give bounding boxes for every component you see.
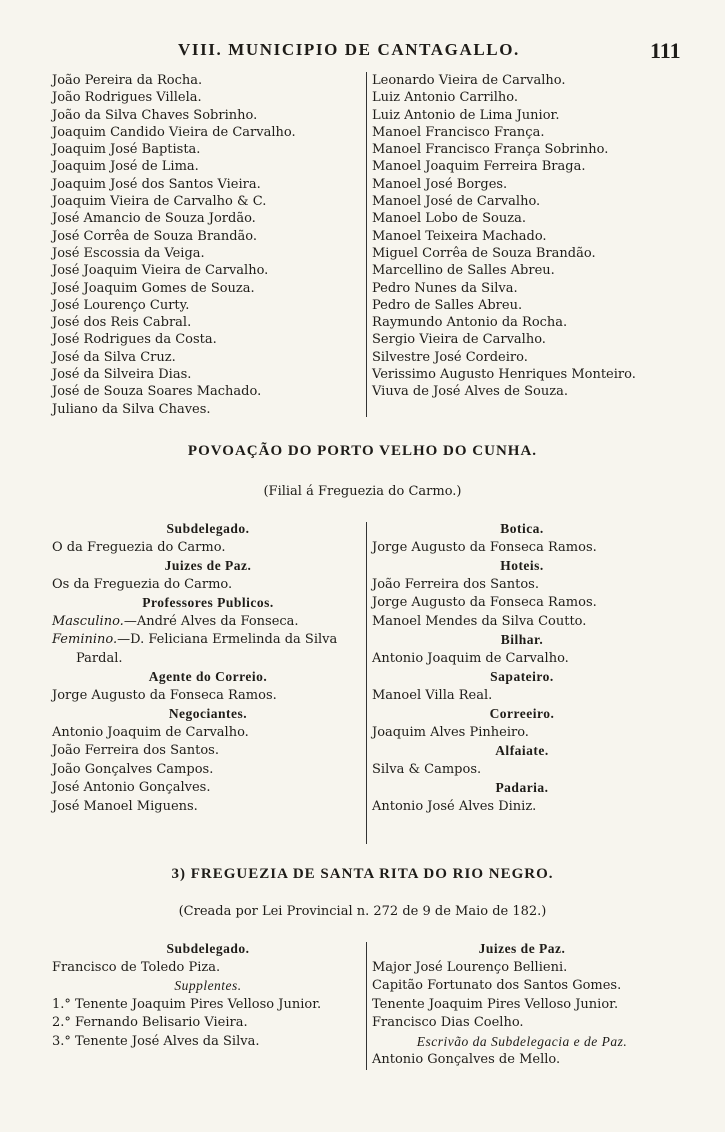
feminino-label: Feminino. bbox=[52, 632, 118, 647]
juizes-heading: Juizes de Paz. bbox=[164, 558, 252, 573]
hoteis-heading: Hoteis. bbox=[500, 558, 544, 573]
list-item: Manoel Lobo de Souza. bbox=[372, 211, 526, 227]
subdelegado-heading: Subdelegado. bbox=[166, 521, 250, 536]
section-title-santa-rita: 3) FREGUEZIA DE SANTA RITA DO RIO NEGRO. bbox=[171, 866, 554, 882]
bilhar-heading: Bilhar. bbox=[500, 632, 544, 647]
list-item: Luiz Antonio de Lima Junior. bbox=[372, 107, 560, 123]
porto-velho-left-column bbox=[52, 520, 364, 816]
list-item: Verissimo Augusto Henriques Monteiro. bbox=[372, 367, 636, 383]
list-item: Manoel Mendes da Silva Coutto. bbox=[372, 613, 587, 629]
list-item: Silvestre José Cordeiro. bbox=[372, 349, 528, 365]
supplentes-heading: Supplentes. bbox=[174, 978, 242, 993]
list-item: José da Silveira Dias. bbox=[52, 367, 192, 383]
bilhar-value: Antonio Joaquim de Carvalho. bbox=[372, 650, 569, 666]
list-item: João Ferreira dos Santos. bbox=[52, 743, 219, 758]
list-item: Viuva de José Alves de Souza. bbox=[372, 384, 568, 400]
list-item: João Ferreira dos Santos. bbox=[372, 576, 539, 592]
list-item: 1.° Tenente Joaquim Pires Velloso Junior. bbox=[52, 996, 322, 1012]
escrivao-value: Antonio Gonçalves de Mello. bbox=[372, 1052, 561, 1067]
list-item: Major José Lourenço Bellieni. bbox=[372, 959, 568, 975]
list-item: José Antonio Gonçalves. bbox=[52, 780, 211, 795]
list-item: Joaquim Vieira de Carvalho & C. bbox=[52, 194, 267, 210]
list-item: Pedro de Salles Abreu. bbox=[372, 297, 523, 313]
subdelegado-heading: Subdelegado. bbox=[166, 941, 250, 956]
list-item: Joaquim Candido Vieira de Carvalho. bbox=[52, 124, 296, 140]
list-item: Manoel José de Carvalho. bbox=[372, 194, 541, 210]
list-item: Antonio Joaquim de Carvalho. bbox=[52, 724, 249, 740]
list-item: José da Silva Cruz. bbox=[52, 349, 176, 365]
masculino-name: —André Alves da Fonseca. bbox=[123, 613, 299, 629]
list-item: Luiz Antonio Carrilho. bbox=[372, 90, 518, 106]
list-item: Capitão Fortunato dos Santos Gomes. bbox=[372, 978, 622, 993]
column-divider bbox=[366, 72, 367, 417]
list-item: Marcellino de Salles Abreu. bbox=[372, 263, 555, 279]
section-subtitle-porto-velho: (Filial á Freguezia do Carmo.) bbox=[263, 484, 462, 499]
juizes-value: Os da Freguezia do Carmo. bbox=[52, 576, 233, 592]
list-item: Jorge Augusto da Fonseca Ramos. bbox=[372, 595, 597, 610]
professor-feminino bbox=[52, 631, 364, 650]
list-item: João Gonçalves Campos. bbox=[52, 761, 214, 777]
masculino-label: Masculino. bbox=[52, 613, 124, 629]
santa-rita-right-column bbox=[372, 940, 672, 1070]
professores-heading: Professores Publicos. bbox=[142, 595, 274, 610]
list-item: José Rodrigues da Costa. bbox=[52, 332, 217, 348]
section-subtitle-santa-rita: (Creada por Lei Provincial n. 272 de 9 de Maio de 182.) bbox=[178, 904, 547, 919]
alfaiate-value: Silva & Campos. bbox=[372, 761, 482, 777]
list-item: José Manoel Miguens. bbox=[52, 798, 198, 814]
sapateiro-heading: Sapateiro. bbox=[490, 669, 554, 684]
botica-value: Jorge Augusto da Fonseca Ramos. bbox=[372, 539, 597, 555]
list-item: Sergio Vieira de Carvalho. bbox=[372, 332, 546, 348]
escrivao-heading: Escrivão da Subdelegacia e de Paz. bbox=[416, 1033, 628, 1049]
santa-rita-left-column bbox=[52, 940, 364, 1051]
agente-heading: Agente do Correio. bbox=[148, 669, 268, 684]
list-item: João Pereira da Rocha. bbox=[52, 73, 203, 88]
correeiro-value: Joaquim Alves Pinheiro. bbox=[372, 724, 529, 740]
porto-velho-right-column bbox=[372, 520, 672, 816]
list-item: José de Souza Soares Machado. bbox=[52, 384, 262, 400]
list-item: Joaquim José Baptista. bbox=[52, 142, 201, 158]
list-item: Manoel Joaquim Ferreira Braga. bbox=[372, 159, 586, 175]
list-item: Raymundo Antonio da Rocha. bbox=[372, 315, 568, 331]
name-list-right bbox=[372, 72, 720, 401]
list-item: Leonardo Vieira de Carvalho. bbox=[372, 73, 566, 88]
page-number: 111 bbox=[650, 38, 681, 63]
list-item: Manoel José Borges. bbox=[372, 176, 508, 192]
botica-heading: Botica. bbox=[500, 521, 544, 536]
professor-masculino bbox=[52, 613, 364, 632]
agente-value: Jorge Augusto da Fonseca Ramos. bbox=[52, 687, 277, 703]
column-divider bbox=[366, 942, 367, 1070]
running-header bbox=[0, 38, 725, 66]
list-item: José Escossia da Veiga. bbox=[52, 245, 205, 261]
list-item: Manoel Teixeira Machado. bbox=[372, 228, 547, 244]
juizes-heading: Juizes de Paz. bbox=[478, 941, 566, 956]
list-item: José Joaquim Vieira de Carvalho. bbox=[52, 263, 269, 279]
list-item: Tenente Joaquim Pires Velloso Junior. bbox=[372, 996, 619, 1012]
list-item: Joaquim José dos Santos Vieira. bbox=[52, 176, 261, 192]
subdelegado-value: O da Freguezia do Carmo. bbox=[52, 539, 226, 555]
negociantes-heading: Negociantes. bbox=[168, 706, 248, 721]
list-item: Miguel Corrêa de Souza Brandão. bbox=[372, 245, 596, 261]
list-item: José Joaquim Gomes de Souza. bbox=[52, 280, 255, 296]
list-item: Pedro Nunes da Silva. bbox=[372, 280, 518, 296]
sapateiro-value: Manoel Villa Real. bbox=[372, 687, 493, 703]
list-item: José Amancio de Souza Jordão. bbox=[52, 211, 256, 227]
padaria-heading: Padaria. bbox=[495, 780, 549, 795]
list-item: João Rodrigues Villela. bbox=[52, 90, 202, 106]
list-item: João da Silva Chaves Sobrinho. bbox=[52, 107, 258, 123]
list-item: 3.° Tenente José Alves da Silva. bbox=[52, 1033, 260, 1049]
list-item: José Corrêa de Souza Brandão. bbox=[52, 228, 257, 244]
page-title: VIII. MUNICIPIO DE CANTAGALLO. bbox=[178, 40, 520, 59]
list-item: 2.° Fernando Belisario Vieira. bbox=[52, 1015, 248, 1030]
feminino-name-continued: Pardal. bbox=[76, 650, 123, 666]
feminino-name: —D. Feliciana Ermelinda da Silva bbox=[117, 632, 338, 647]
list-item: Juliano da Silva Chaves. bbox=[52, 401, 211, 417]
column-divider bbox=[366, 522, 367, 844]
alfaiate-heading: Alfaiate. bbox=[495, 743, 549, 758]
padaria-value: Antonio José Alves Diniz. bbox=[372, 798, 537, 814]
name-list-left bbox=[52, 72, 364, 418]
list-item: Manoel Francisco França. bbox=[372, 124, 545, 140]
correeiro-heading: Correeiro. bbox=[489, 706, 555, 721]
list-item: Manoel Francisco França Sobrinho. bbox=[372, 142, 609, 158]
section-title-porto-velho: POVOAÇÃO DO PORTO VELHO DO CUNHA. bbox=[187, 443, 538, 459]
list-item: Joaquim José de Lima. bbox=[52, 159, 199, 175]
list-item: José Lourenço Curty. bbox=[52, 297, 190, 313]
list-item: José dos Reis Cabral. bbox=[52, 315, 192, 331]
subdelegado-value: Francisco de Toledo Piza. bbox=[52, 959, 221, 975]
list-item: Francisco Dias Coelho. bbox=[372, 1015, 524, 1030]
